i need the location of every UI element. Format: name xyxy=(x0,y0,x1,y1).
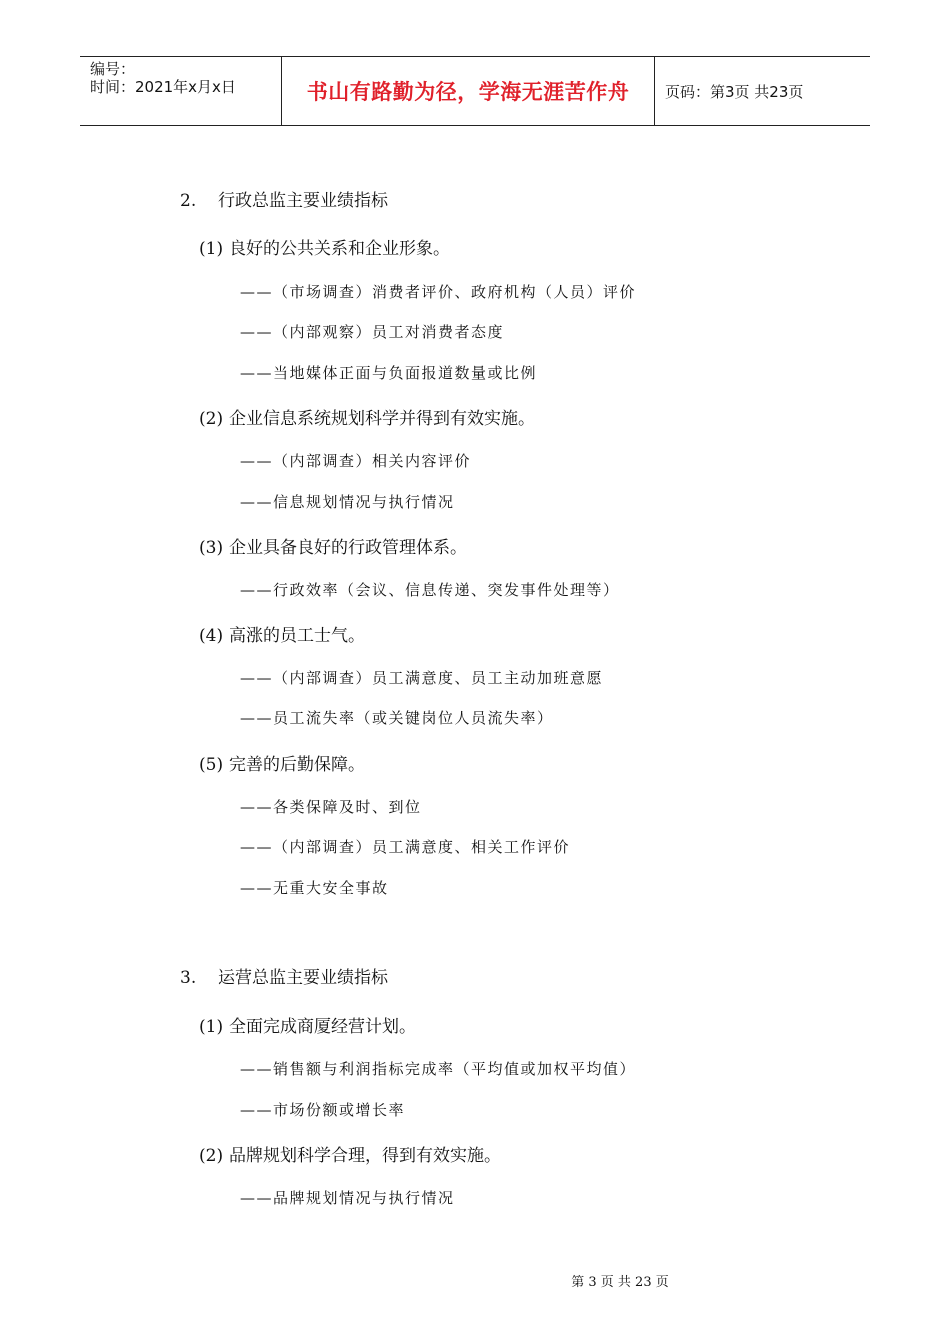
item-text: 良好的公共关系和企业形象。 xyxy=(229,239,450,259)
sub-item: ——各类保障及时、到位 xyxy=(240,798,422,816)
sub-item: ——信息规划情况与执行情况 xyxy=(240,493,455,511)
list-item xyxy=(199,234,450,259)
sub-item: ——（内部调查）相关内容评价 xyxy=(240,452,472,470)
item-number: (1) xyxy=(199,1017,224,1037)
item-text: 品牌规划科学合理，得到有效实施。 xyxy=(229,1146,501,1166)
header-page-cell xyxy=(655,57,870,125)
list-item xyxy=(199,1141,501,1166)
item-text: 企业具备良好的行政管理体系。 xyxy=(229,538,467,558)
item-number: (5) xyxy=(199,755,224,775)
section-heading xyxy=(180,963,388,988)
section-title: 运营总监主要业绩指标 xyxy=(218,968,388,988)
sub-item: ——销售额与利润指标完成率（平均值或加权平均值） xyxy=(240,1060,637,1078)
document-code-label: 编号： xyxy=(90,60,136,78)
item-number: (2) xyxy=(199,409,224,429)
sub-item: ——（市场调查）消费者评价、政府机构（人员）评价 xyxy=(240,283,637,301)
sub-item: ——（内部调查）员工满意度、员工主动加班意愿 xyxy=(240,669,604,687)
list-item xyxy=(199,533,467,558)
section-heading xyxy=(180,186,388,211)
item-number: (3) xyxy=(199,538,224,558)
footer-page-number: 第 3 页 共 23 页 xyxy=(571,1275,669,1290)
header-meta-cell xyxy=(80,57,282,125)
page-footer xyxy=(0,1271,950,1290)
sub-item: ——行政效率（会议、信息传递、突发事件处理等） xyxy=(240,581,620,599)
section-title: 行政总监主要业绩指标 xyxy=(218,191,388,211)
item-number: (1) xyxy=(199,239,224,259)
section-number: 3. xyxy=(180,968,197,988)
header-page-info: 页码：第3页 共23页 xyxy=(665,82,804,101)
document-date: 时间：2021年x月x日 xyxy=(90,78,236,96)
list-item xyxy=(199,621,365,646)
list-item xyxy=(199,404,535,429)
item-number: (2) xyxy=(199,1146,224,1166)
sub-item: ——（内部调查）员工满意度、相关工作评价 xyxy=(240,838,571,856)
section-number: 2. xyxy=(180,191,197,211)
list-item xyxy=(199,1012,416,1037)
item-text: 完善的后勤保障。 xyxy=(229,755,365,775)
sub-item: ——当地媒体正面与负面报道数量或比例 xyxy=(240,364,538,382)
sub-item: ——无重大安全事故 xyxy=(240,879,389,897)
item-text: 全面完成商厦经营计划。 xyxy=(229,1017,416,1037)
sub-item: ——品牌规划情况与执行情况 xyxy=(240,1189,455,1207)
header-motto-cell xyxy=(282,57,655,125)
sub-item: ——市场份额或增长率 xyxy=(240,1101,406,1119)
sub-item: ——员工流失率（或关键岗位人员流失率） xyxy=(240,709,554,727)
list-item xyxy=(199,750,365,775)
item-text: 高涨的员工士气。 xyxy=(229,626,365,646)
item-number: (4) xyxy=(199,626,224,646)
document-header xyxy=(80,56,870,126)
header-motto: 书山有路勤为径，学海无涯苦作舟 xyxy=(306,80,630,104)
sub-item: ——（内部观察）员工对消费者态度 xyxy=(240,323,505,341)
item-text: 企业信息系统规划科学并得到有效实施。 xyxy=(229,409,535,429)
